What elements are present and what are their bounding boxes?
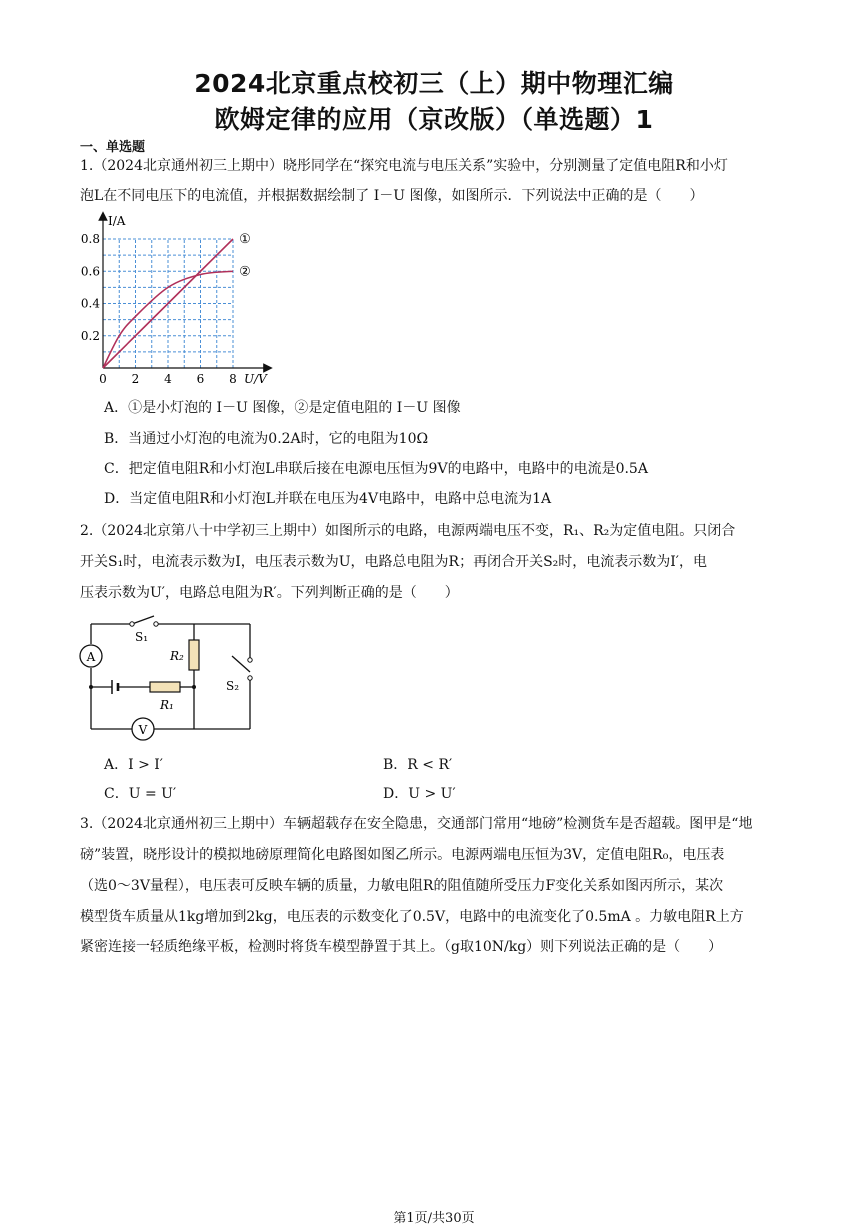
q1-option-a[interactable]: A．①是小灯泡的 I－U 图像，②是定值电阻的 I－U 图像	[104, 400, 461, 416]
q1-option-b[interactable]: B．当通过小灯泡的电流为0.2A时，它的电阻为10Ω	[104, 431, 429, 447]
q2-text-line3: 压表示数为U′，电路总电阻为R′。下列判断正确的是（ ）	[80, 585, 459, 601]
ammeter-label: A	[86, 650, 96, 664]
switch-s2-label: S₂	[226, 679, 240, 693]
resistor-r1	[150, 682, 180, 692]
switch-s1-label: S₁	[135, 630, 149, 644]
circuit-diagram	[72, 608, 262, 748]
x-axis-label: U/V	[244, 372, 267, 386]
q2-option-d[interactable]: D．U > U′	[383, 786, 456, 802]
series-1-label: ①	[239, 232, 251, 247]
x-tick-label-2: 2	[131, 372, 140, 386]
page-footer: 第1页/共30页	[393, 1211, 475, 1226]
resistor-r1-label: R₁	[160, 698, 174, 712]
q1-text-line2: 泡L在不同电压下的电流值，并根据数据绘制了 I－U 图像，如图所示．下列说法中正确的是（ ）	[80, 188, 704, 204]
page-title-line1: 2024北京重点校初三（上）期中物理汇编	[194, 69, 674, 98]
y-tick-label-0.8: 0.8	[80, 232, 100, 246]
section-heading: 一、单选题	[80, 140, 146, 155]
y-axis-label: I/A	[108, 214, 126, 228]
resistor-r2-label: R₂	[170, 649, 184, 663]
series-2-label: ②	[239, 264, 251, 280]
q2-text-line1: 2.（2024北京第八十中学初三上期中）如图所示的电路，电源两端电压不变，R₁、R₂为定值电阻。只闭合	[80, 523, 736, 539]
x-tick-label-4: 4	[164, 372, 172, 386]
q1-option-d[interactable]: D．当定值电阻R和小灯泡L并联在电压为4V电路中，电路中总电流为1A	[104, 491, 552, 507]
x-tick-label-0: 0	[99, 372, 107, 386]
page-title-line2: 欧姆定律的应用（京改版）（单选题）1	[214, 105, 654, 134]
q3-text-line5: 紧密连接一轻质绝缘平板，检测时将货车模型静置于其上。（g取10N/kg）则下列说法正确的是（ ）	[80, 939, 723, 955]
q3-text-line2: 磅”装置，晓彤设计的模拟地磅原理简化电路图如图乙所示。电源两端电压恒为3V，定值电阻R₀，电压表	[80, 847, 725, 863]
q3-text-line3: （选0～3V量程），电压表可反映车辆的质量，力敏电阻R的阻值随所受压力F变化关系如图丙所示，某次	[80, 878, 724, 894]
y-tick-label-0.2: 0.2	[80, 328, 100, 343]
x-tick-label-6: 6	[196, 372, 205, 386]
q2-text-line2: 开关S₁时，电流表示数为I，电压表示数为U，电路总电阻为R；再闭合开关S₂时，电流表示数为I′，电	[80, 554, 707, 570]
voltmeter-icon	[132, 718, 154, 740]
ammeter-icon	[80, 645, 102, 667]
y-tick-label-0.4: 0.4	[80, 296, 100, 311]
q1-text-line1: 1.（2024北京通州初三上期中）晓彤同学在“探究电流与电压关系”实验中，分别测量了定值电阻R和小灯	[80, 158, 728, 174]
q2-option-b[interactable]: B．R < R′	[383, 757, 453, 773]
q2-option-c[interactable]: C．U = U′	[104, 786, 177, 802]
resistor-r2	[189, 640, 199, 670]
q1-option-c[interactable]: C．把定值电阻R和小灯泡L串联后接在电源电压恒为9V的电路中，电路中的电流是0.5A	[104, 461, 648, 477]
q3-text-line4: 模型货车质量从1kg增加到2kg，电压表的示数变化了0.5V，电路中的电流变化了0.5mA 。力敏电阻R上方	[80, 909, 744, 925]
y-tick-label-0.6: 0.6	[80, 264, 100, 279]
iu-graph	[72, 210, 282, 390]
x-tick-label-8: 8	[229, 372, 237, 386]
q2-option-a[interactable]: A．I > I′	[104, 757, 163, 773]
q3-text-line1: 3.（2024北京通州初三上期中）车辆超载存在安全隐患，交通部门常用“地磅”检测货车是否超载。图甲是“地	[80, 816, 753, 832]
voltmeter-label: V	[138, 723, 148, 737]
